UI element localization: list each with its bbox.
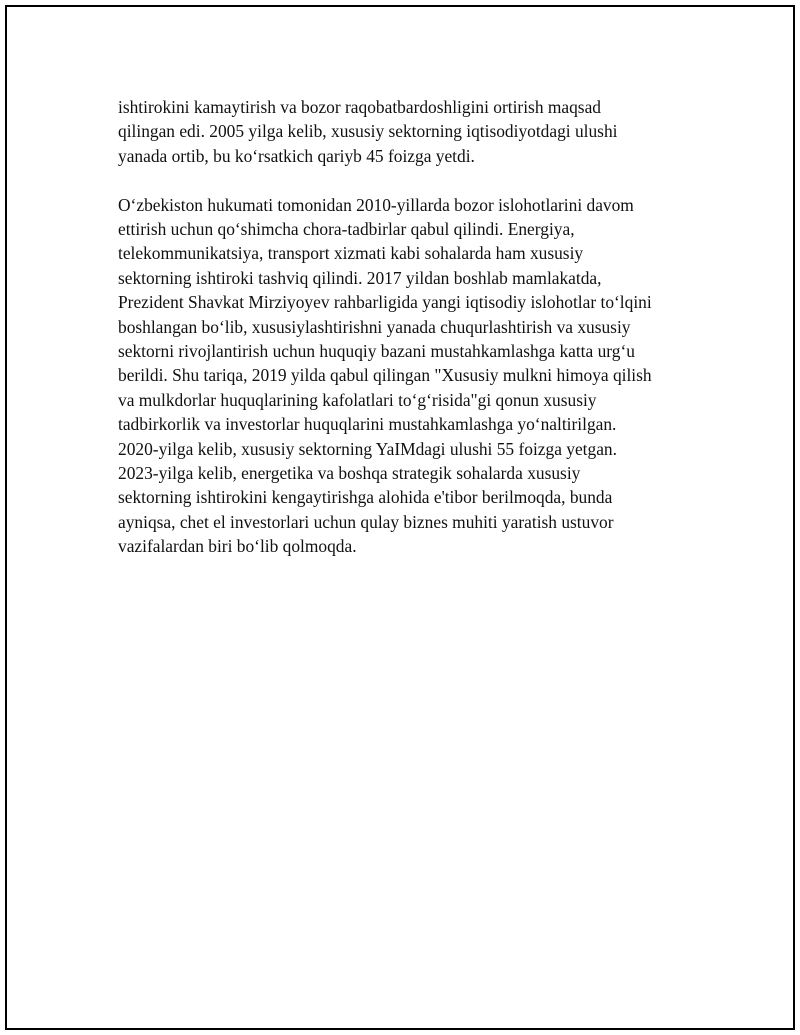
paragraph-2	[118, 193, 708, 559]
text-line: sektorni rivojlantirish uchun huquqiy bazani mustahkamlashga katta urg‘u	[118, 341, 635, 362]
text-line: tadbirkorlik va investorlar huquqlarini mustahkamlashga yo‘naltirilgan.	[118, 414, 617, 435]
paragraph-1	[118, 95, 708, 168]
text-line: sektorning ishtirokini kengaytirishga alohida e'tibor berilmoqda, bunda	[118, 487, 613, 508]
text-line: sektorning ishtiroki tashviq qilindi. 2017 yildan boshlab mamlakatda,	[118, 267, 602, 288]
text-line: O‘zbekiston hukumati tomonidan 2010-yillarda bozor islohotlarini davom	[118, 194, 634, 215]
text-line: berildi. Shu tariqa, 2019 yilda qabul qilingan "Xususiy mulkni himoya qilish	[118, 365, 652, 386]
document-body	[118, 95, 708, 559]
text-line: vazifalardan biri bo‘lib qolmoqda.	[118, 536, 357, 557]
text-line: 2023-yilga kelib, energetika va boshqa strategik sohalarda xususiy	[118, 463, 581, 484]
document-page	[5, 5, 795, 1030]
text-line: ayniqsa, chet el investorlari uchun qulay biznes muhiti yaratish ustuvor	[118, 511, 614, 532]
text-line: yanada ortib, bu ko‘rsatkich qariyb 45 foizga yetdi.	[118, 145, 475, 166]
text-line: ettirish uchun qo‘shimcha chora-tadbirlar qabul qilindi. Energiya,	[118, 219, 575, 240]
text-line: va mulkdorlar huquqlarining kafolatlari to‘g‘risida"gi qonun xususiy	[118, 389, 597, 410]
text-line: 2020-yilga kelib, xususiy sektorning YaIMdagi ulushi 55 foizga yetgan.	[118, 438, 617, 459]
text-line: telekommunikatsiya, transport xizmati kabi sohalarda ham xususiy	[118, 243, 584, 264]
text-line: Prezident Shavkat Mirziyoyev rahbarligida yangi iqtisodiy islohotlar to‘lqini	[118, 292, 652, 313]
text-line: ishtirokini kamaytirish va bozor raqobatbardoshligini ortirish maqsad	[118, 97, 601, 117]
text-line: boshlangan bo‘lib, xususiylashtirishni yanada chuqurlashtirish va xususiy	[118, 316, 631, 337]
text-line: qilingan edi. 2005 yilga kelib, xususiy sektorning iqtisodiyotdagi ulushi	[118, 121, 618, 142]
